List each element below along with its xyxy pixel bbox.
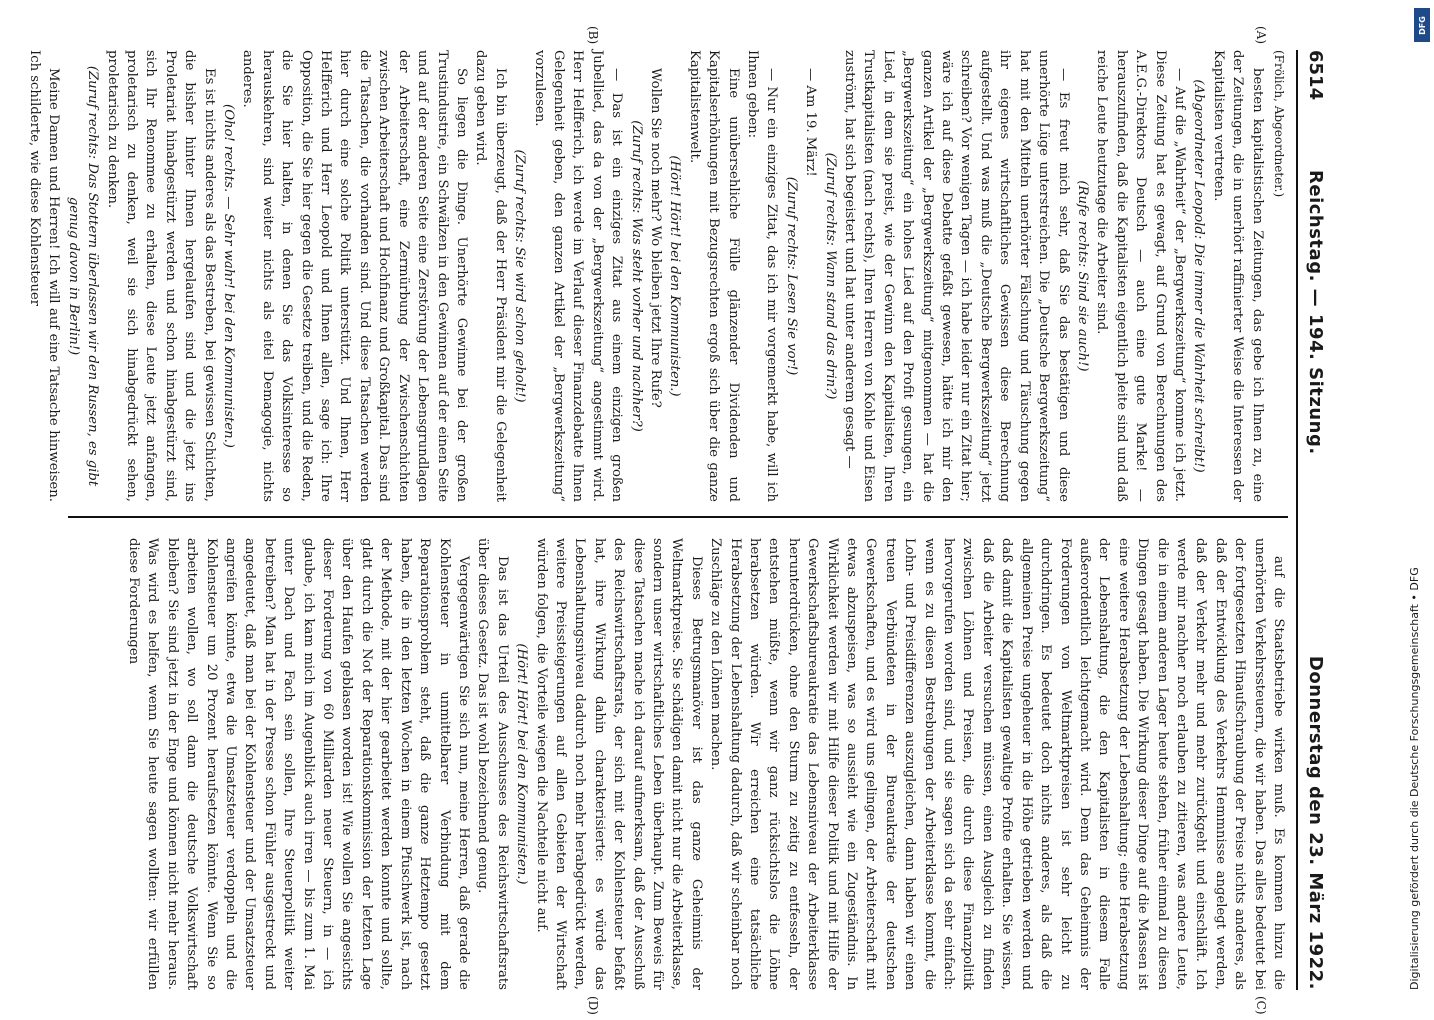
paragraph: besten kapitalistischen Zeitungen, das gebe ich Ihnen zu, eine der Zeitungen, die in unerhört raffinierter Weise die Interessen der Kapitalisten vertreten. <box>1210 50 1265 502</box>
paragraph: Es ist nichts anderes als das Bestreben, bei gewissen Schichten, die bisher hinter Ihnen hergelaufen sind und die jetzt ins Proletariat hinabgestürzt werden und schon hinabgestürzt sind, sich Ihr Renommee zu erhalten, diese Leute jetzt anfangen, proletarisch zu denken, weil sie sich hinabgedrückt sehen, proletarisch zu denken. <box>104 50 217 502</box>
paragraph: Ich bin überzeugt, daß der Herr Präsident mir die Gelegenheit dazu geben wird. <box>473 50 508 502</box>
paragraph: Vergegenwärtigen Sie sich nun, meine Herren, daß gerade die Kohlensteuer in unmittelbarer Verbindung mit dem Reparationsproblem steht, daß die ganze Hetztempo gesetzt haben, die in den letzten Wochen in einem Pfuschwerk ist, nach der Methode, mit der hier gearbeitet werden konnte und sollte, glatt durch die Not der Reparationskommission der letzten Lage über den Haufen geblasen worden ist! Wie wollen Sie angesichts dieser Forderung von 60 Milliarden neuer Steuern, in — ich glaube, ich kam mich im Augenblick auch irren — bis zum 1. Mai unter Dach und Fach sein sollen, Ihre Steuerpolitik weiter betreiben? Man hat in der Presse schon Fühler ausgestreckt und angedeutet, daß man bei der Kohlensteuer und der Umsatzsteuer angreifen könnte, etwa die Umsatzsteuer verdoppeln und die Kohlensteuer um 20 Prozent heraufsetzen könnte. Wenn Sie so arbeiten wollen, wo soll dann die deutsche Volkswirtschaft bleiben? Sie sind jetzt in der Enge und können nicht mehr heraus. Was wird es helfen, wenn Sie heute sagen wollten: wir erfüllen diese Forderungen <box>126 538 471 990</box>
margin-mark-a: (A) <box>1254 26 1268 45</box>
paragraph: (Abgeordneter Leopold: Die immer die Wahrheit schreibt!) <box>1191 79 1207 473</box>
margin-mark-b: (B) <box>586 26 600 45</box>
paragraph: (Zuruf rechts: Das Stottern überlassen wir den Russen, es gibt genug davon in Berlin!) <box>65 65 101 487</box>
paragraph: — Nur ein einziges Zitat, das ich mir vorgemerkt habe, will ich Ihnen geben: <box>745 50 780 502</box>
paragraph: Eine unübersehliche Fülle glänzender Dividenden und Kapitalserhöhungen mit Bezugsrechten ergoß sich über die ganze Kapitalistenwelt. <box>686 50 741 502</box>
paragraph: (Hört! Hört! bei den Kommunisten.) <box>667 155 683 397</box>
paragraph: Meine Damen und Herren! Ich will auf eine Tatsache hinweisen. Ich schilderte, wie diese Kohlensteuer <box>27 50 62 502</box>
paragraph: — Es freut mich sehr, daß Sie das bestätigen und diese unerhörte Lüge unterstreichen. Die „Deutsche Bergwerkszeitung“ hat mit den Mitteln unerhörter Fälschung und Täuschung gegen ihr eigenes wirtschaftliches Gewissen diese Berechnung aufgestellt. Und was muß die „Deutsche Bergwerkszeitung“ jetzt schreiben? Vor wenigen Tagen — ich habe leider nur ein Zitat hier; wäre ich auf diese Debatte gefaßt gewesen, hätte ich mir den ganzen Artikel der „Bergwerkszeitung“ mitgenommen — hat die „Bergwerkszeitung“ ein hohes Lied auf den Profit gesungen, ein Lied, in dem sie preist, wie der Gewinn den Kapitalisten, Ihren Trustkapitalisten (nach rechts), Ihren Herren von Kohle und Eisen zuströmt, hat sich begeistert und hat unter anderem gesagt — <box>842 50 1071 502</box>
paragraph: (Rufe rechts: Sind sie auch!) <box>1074 180 1090 372</box>
margin-mark-c: (C) <box>1254 996 1268 1015</box>
paragraph: (Zuruf rechts: Was steht vorher und nachher?) <box>628 120 644 432</box>
paragraph: (Hört! Hört! bei den Kommunisten.) <box>514 643 530 885</box>
left-paragraphs <box>25 50 1267 502</box>
paragraph: (Oho! rechts. — Sehr wahr! bei den Kommunisten.) <box>221 104 237 448</box>
paragraph: — Auf die „Wahrheit“ der „Bergwerkszeitung“ komme ich jetzt. Diese Zeitung hat es gewagt, auf Grund von Berechnungen des A.E.G.-Direktors Deutsch — auch eine gute Marke! — herauszufinden, daß die Kapitalisten eigentlich pleite sind und daß reiche Leute heutzutage die Arbeiter sind. <box>1094 50 1187 502</box>
speaker-attribution: (Frölich, Abgeordneter.) <box>1272 50 1286 198</box>
column-divider <box>68 516 1288 518</box>
paragraph: (Zuruf rechts: Lesen Sie vor!) <box>783 176 799 376</box>
paragraph: (Zuruf rechts: Wann stand das drin?) <box>822 152 838 400</box>
right-paragraphs <box>124 538 1288 990</box>
rotated-document-page <box>0 20 1360 1020</box>
paragraph: Das ist das Urteil des Ausschusses des Reichswirtschaftsrats über dieses Gesetz. Das ist wohl bezeichnend genug. <box>475 538 510 990</box>
page-number: 6514 <box>1305 50 1326 101</box>
left-text-column <box>27 50 1288 502</box>
paragraph: auf die Staatsbetriebe wirken muß. Es kommen hinzu die unerhörten Verkehrssteuern, die wir haben. Das alles bedeutet bei der fortgesetzten Hinaufschraubung der Preise nichts anderes, als daß der Entwicklung des Verkehrs Hemmnisse angelegt werden, daß der Verkehr mehr und mehr zurückgeht und einschläft. Ich werde mir nachher noch erlauben zu zitieren, was andere Leute, die in einem anderen Lager heute stehen, früher einmal zu diesen Dingen gesagt haben. Die Wirkung dieser Dinge auf die Massen ist eine weitere Herabsetzung der Lebenshaltung; eine Herabsetzung der Lebenshaltung, die den Kapitalisten in diesem Falle außerordentlich leichtgemacht wird. Denn das Geheimnis der Forderungen von Weltmarktpreisen ist sehr leicht zu durchdringen. Es bedeutet doch nichts anderes, als daß die allgemeinen Preise ungeheuer in die Höhe getrieben werden und daß damit die Kapitalisten gewaltige Profite erhalten. Sie wissen, daß die Arbeiter versuchen müssen, einen Ausgleich zu finden zwischen Löhnen und Preisen, die durch diese Finanzpolitik hervorgerufen worden sind, und sie sagen sich da sehr einfach: wenn es zu diesen Bestrebungen der Arbeiterklasse kommt, die Lohn- und Preisdifferenzen auszugleichen, dann haben wir einen treuen Verbündeten in der Bureaukratie der deutschen Gewerkschaften, und es wird uns gelingen, der Arbeiterschaft mit etwas abzuspeisen, was so aussieht wie ein Zugeständnis. In Wirklichkeit werden wir mit Hilfe dieser Politik und mit Hilfe der Gewerkschaftsbureaukratie das Lebensniveau der Arbeiterklasse herunterdrücken, ohne den Sturm zu zeitig zu entfesseln, der entstehen müßte, wenn wir ganz rücksichtslos die Löhne herabsetzen würden. Wir erreichen eine tatsächliche Herabsetzung der Lebenshaltung dadurch, daß wir scheinbar noch Zuschläge zu den Löhnen machen. <box>708 538 1286 990</box>
page-header <box>1296 50 1330 990</box>
margin-mark-d: (D) <box>586 996 600 1015</box>
paragraph: Wollen Sie noch mehr? Wo bleiben jetzt Ihre Rufe? <box>648 68 663 408</box>
paragraph: So liegen die Dinge. Unerhörte Gewinne bei der großen Trustindustrie, ein Schwälzen in den Gewinnen auf der einen Seite und auf der anderen Seite eine Zerstörung der Lebensgrundlagen der Arbeiterschaft, eine Zermürbung der Zwischenschichten zwischen Arbeiterschaft und Hochfinanz und Großkapital. Das sind die Tatsachen, die vorhanden sind. Und diese Tatsachen werden hier durch eine solche Politik unterstützt. Und Ihnen, Herr Helfferich und Herr Leopold und Ihnen allen, sage ich: Ihre Opposition, die Sie hier gegen die Gesetze treiben, und die Reden, die Sie hier halten, in denen Sie das Volksinteresse so herauskehren, sind weiter nichts als eitel Demagogie, nichts anderes. <box>240 50 469 502</box>
dfg-logo-icon: DFG <box>1414 8 1430 42</box>
session-title: Reichstag. — 194. Sitzung. <box>1305 170 1326 455</box>
paragraph: Dieses Betrugsmanöver ist das ganze Geheimnis der Weltmarktpreise. Sie schädigen damit nicht nur die Arbeiterklasse, sondern unser wirtschaftliches Leben überhaupt. Zum Beweis für diese Tatsachen mache ich darauf aufmerksam, daß der Ausschuß des Reichswirtschaftsrats, der sich mit der Kohlensteuer befaßt hat, ihre Wirkung dahin charakterisierte: es würde das Lebenshaltungsniveau dadurch noch mehr herabgedrückt werden, weitere Preissteigerungen auf allen Gebieten der Wirtschaft würden folgen, die Vorteile wiegen die Nachteile nicht auf. <box>533 538 704 990</box>
paragraph: — Das ist ein einziges Zitat aus einem einzigen großen Jubellied, das da von der „Bergwerkszeitung“ angestimmt wird. Herr Helfferich, ich werde im Verlauf dieser Finanzdebatte Ihnen Gelegenheit geben, den ganzen Artikel der „Bergwerkszeitung“ vorzulesen. <box>531 50 625 502</box>
paragraph: (Zuruf rechts: Sie wird schon geholt!) <box>512 149 528 403</box>
credit-text: Digitalisierung gefördert durch die Deutsche Forschungsgemeinschaft • DFG <box>1408 567 1421 990</box>
session-date: Donnerstag den 23. März 1922. <box>1305 655 1326 990</box>
paragraph: — Am 19. März! <box>803 68 819 177</box>
digitization-credit <box>1400 10 1430 990</box>
right-text-column <box>68 538 1288 990</box>
